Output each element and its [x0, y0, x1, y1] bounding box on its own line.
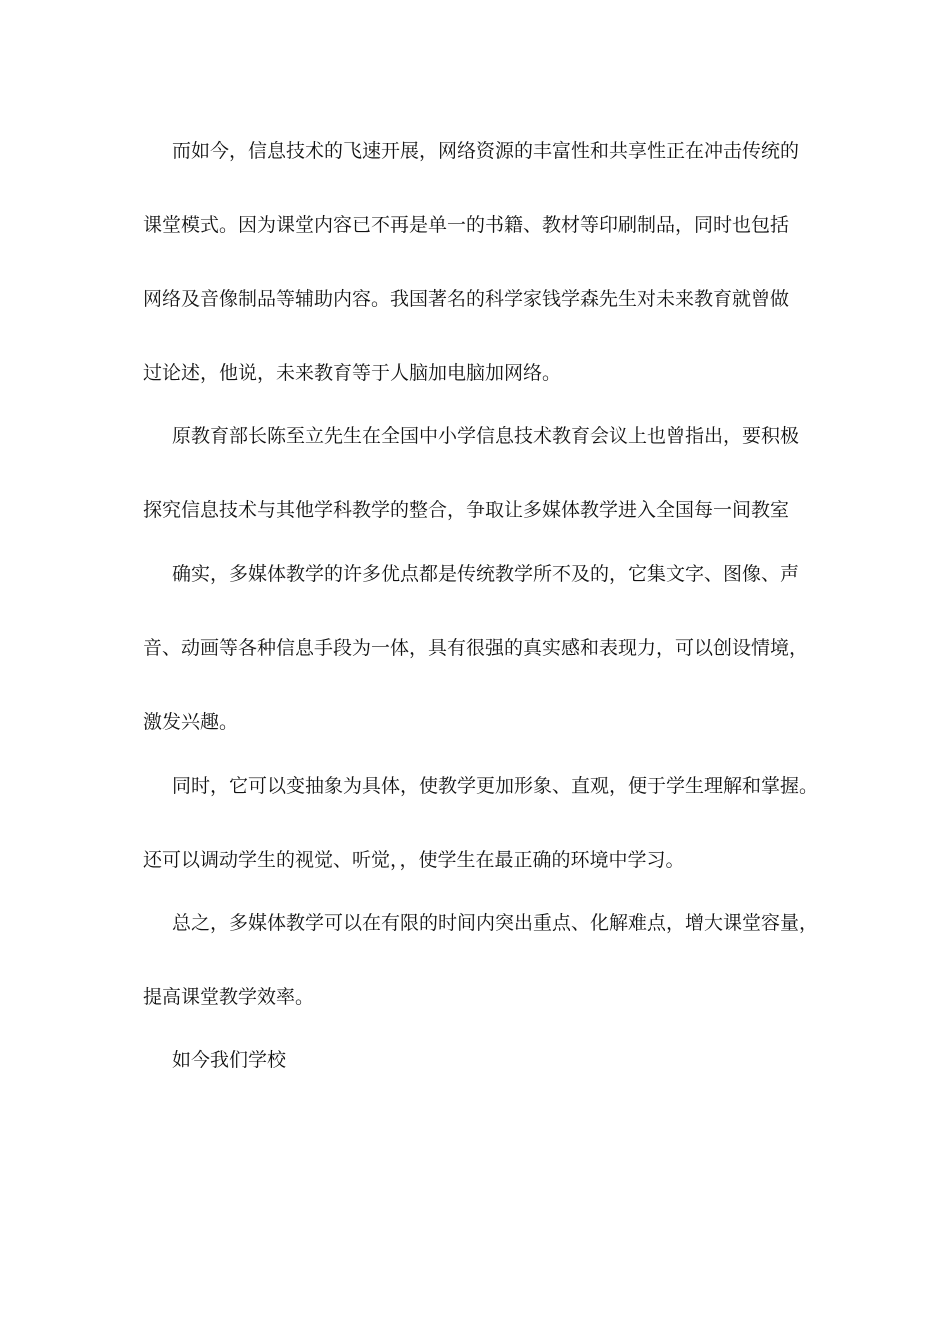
paragraph-1-line-2: 课堂模式。因为课堂内容已不再是单一的书籍、教材等印刷制品，同时也包括: [143, 214, 790, 236]
paragraph-4-line-1: 同时，它可以变抽象为具体，使教学更加形象、直观，便于学生理解和掌握。: [172, 775, 819, 797]
paragraph-3-line-1: 确实，多媒体教学的许多优点都是传统教学所不及的，它集文字、图像、声: [172, 563, 800, 585]
paragraph-3-line-2: 音、动画等各种信息手段为一体，具有很强的真实感和表现力，可以创设情境，: [143, 637, 809, 659]
paragraph-4-line-2: 还可以调动学生的视觉、听觉，，使学生在最正确的环境中学习。: [143, 849, 685, 871]
paragraph-1-line-4: 过论述，他说，未来教育等于人脑加电脑加网络。: [143, 362, 562, 384]
paragraph-6-line-1: 如今我们学校: [172, 1049, 287, 1071]
paragraph-2-line-2: 探究信息技术与其他学科教学的整合，争取让多媒体教学进入全国每一间教室: [143, 499, 790, 521]
paragraph-2-line-1: 原教育部长陈至立先生在全国中小学信息技术教育会议上也曾指出，要积极: [172, 425, 800, 447]
paragraph-5-line-1: 总之，多媒体教学可以在有限的时间内突出重点、化解难点，增大课堂容量，: [172, 912, 819, 934]
paragraph-3-line-3: 激发兴趣。: [143, 711, 239, 733]
paragraph-5-line-2: 提高课堂教学效率。: [143, 986, 315, 1008]
paragraph-1-line-1: 而如今，信息技术的飞速开展，网络资源的丰富性和共享性正在冲击传统的: [172, 140, 800, 162]
paragraph-1-line-3: 网络及音像制品等辅助内容。我国著名的科学家钱学森先生对未来教育就曾做: [143, 288, 790, 310]
